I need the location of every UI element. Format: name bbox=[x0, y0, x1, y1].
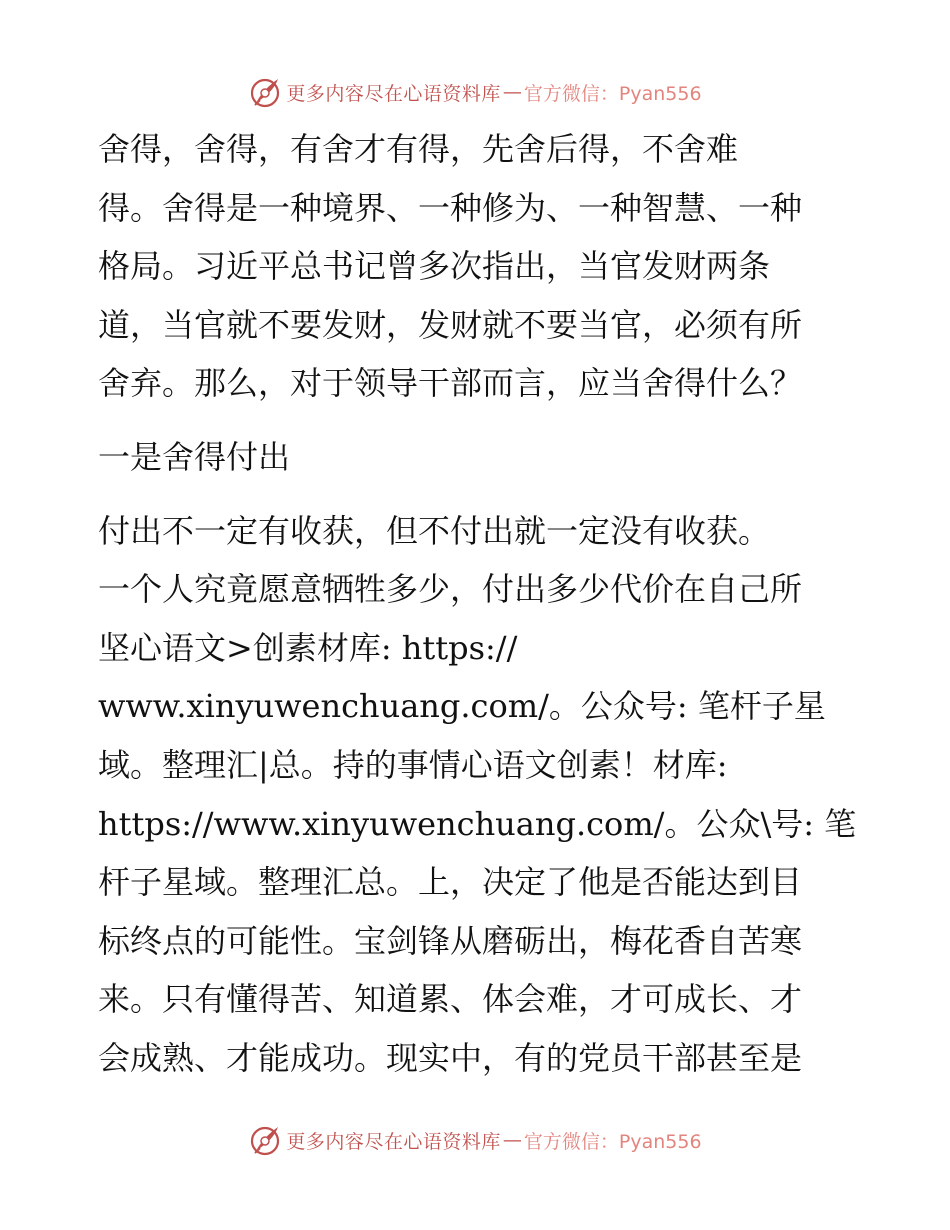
text-line: 域。整理汇|总。持的事情心语文创素！材库: bbox=[98, 745, 728, 784]
document-body bbox=[98, 120, 857, 1088]
text-line: 舍弃。那么，对于领导干部而言，应当舍得什么？ bbox=[98, 364, 803, 403]
section-heading: 一是舍得付出 bbox=[98, 437, 291, 476]
text-line: 标终点的可能性。宝剑锋从磨砺出，梅花香自苦寒 bbox=[98, 921, 803, 960]
text-line: 坚心语文>创素材库: https:// bbox=[98, 628, 518, 667]
footer-banner-text: 更多内容尽在心语资料库 bbox=[286, 1130, 501, 1153]
header-banner-text: 更多内容尽在心语资料库 bbox=[286, 82, 501, 105]
header-banner bbox=[0, 70, 950, 114]
text-line: 会成熟、才能成功。现实中，有的党员干部甚至是 bbox=[98, 1038, 803, 1077]
text-line: 舍得，舍得，有舍才有得，先舍后得，不舍难 bbox=[98, 130, 739, 168]
text-line: 得。舍得是一种境界、一种修为、一种智慧、一种 bbox=[98, 188, 803, 227]
text-line: 格局。习近平总书记曾多次指出，当官发财两条 bbox=[98, 247, 771, 286]
header-wechat-id: 官方微信：Pyan556 bbox=[523, 82, 702, 105]
text-line: 一个人究竟愿意牺牲多少，付出多少代价在自己所 bbox=[98, 570, 803, 609]
footer-separator: — bbox=[502, 1129, 522, 1151]
text-line: 来。只有懂得苦、知道累、体会难，才可成长、才 bbox=[98, 980, 803, 1019]
quill-pen-logo-icon bbox=[248, 75, 282, 109]
footer-banner bbox=[0, 1118, 950, 1162]
text-line: 付出不一定有收获，但不付出就一定没有收获。 bbox=[98, 511, 771, 550]
text-line: 道，当官就不要发财，发财就不要当官，必须有所 bbox=[98, 305, 803, 344]
footer-wechat-id: 官方微信：Pyan556 bbox=[523, 1130, 702, 1153]
header-separator: — bbox=[502, 81, 522, 103]
text-line: www.xinyuwenchuang.com/。公众号: 笔杆子星 bbox=[98, 687, 826, 726]
quill-pen-logo-icon bbox=[248, 1123, 282, 1157]
text-line: 杆子星域。整理汇总。上，决定了他是否能达到目 bbox=[98, 863, 803, 902]
text-line: https://www.xinyuwenchuang.com/。公众\号: 笔 bbox=[98, 804, 857, 843]
